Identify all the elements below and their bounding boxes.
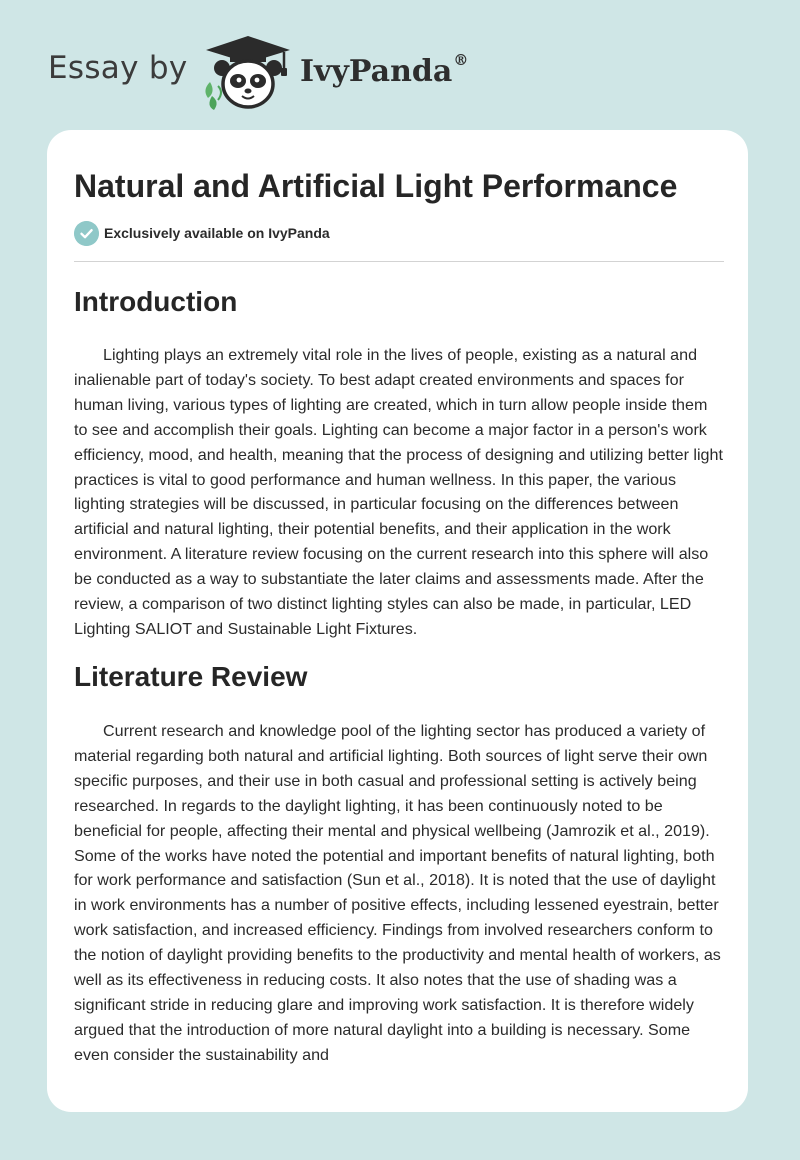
title-divider [74,261,724,262]
registered-mark: ® [453,51,469,69]
essay-card [47,130,748,1112]
section-paragraph-introduction: Lighting plays an extremely vital role in the lives of people, existing as a natural and inalienable part of today's society. To best adapt created environments and spaces for human living, various types of lighting are created, which in turn allow people inside them to see and accomplish their goals. Lighting can become a major factor in a person's work efficiency, mood, and health, meaning that the process of designing and utilizing better light practices is vital to good performance and human wellness. In this paper, the various lighting strategies will be discussed, in particular focusing on the differences between artificial and natural lighting, their potential benefits, and their application in the work environment. A literature review focusing on the current research into this sphere will also be conducted as a way to substantiate the later claims and assessments made. After the review, a comparison of two distinct lighting styles can also be made, in particular, LED Lighting SALIOT and Sustainable Light Fixtures. [74,346,723,638]
site-header [48,34,568,114]
exclusive-badge-label: Exclusively available on IvyPanda [104,225,330,241]
exclusive-badge [74,221,474,247]
ivypanda-logo-icon[interactable] [200,34,296,110]
check-circle-icon [74,221,99,246]
section-heading-literature-review: Literature Review [74,661,308,692]
brand-name[interactable] [300,51,469,89]
essay-title: Natural and Artificial Light Performance [74,168,678,204]
section-heading-introduction: Introduction [74,286,238,317]
brand-name-text: IvyPanda [300,54,453,89]
section-paragraph-literature-review: Current research and knowledge pool of the lighting sector has produced a variety of material regarding both natural and artificial lighting. Both sources of light serve their own specific purposes, and their use in both casual and professional setting is actively being researched. In regards to the daylight lighting, it has been continuously noted to be beneficial for people, affecting their mental and physical wellbeing (Jamrozik et al., 2019). Some of the works have noted the potential and important benefits of natural lighting, both for work performance and satisfaction (Sun et al., 2018). It is noted that the use of daylight in work environments has a number of positive effects, including lessened eyestrain, better work satisfaction, and increased efficiency. Findings from involved researchers conform to the notion of daylight providing benefits to the productivity and mental health of workers, as well as its effectiveness in reducing costs. It also notes that the use of shading was a significant stride in reducing glare and improving work satisfaction. It is therefore widely argued that the introduction of more natural daylight into a building is necessary. Some even consider the sustainability and [74,722,721,1064]
essay-by-label: Essay by [48,50,188,86]
